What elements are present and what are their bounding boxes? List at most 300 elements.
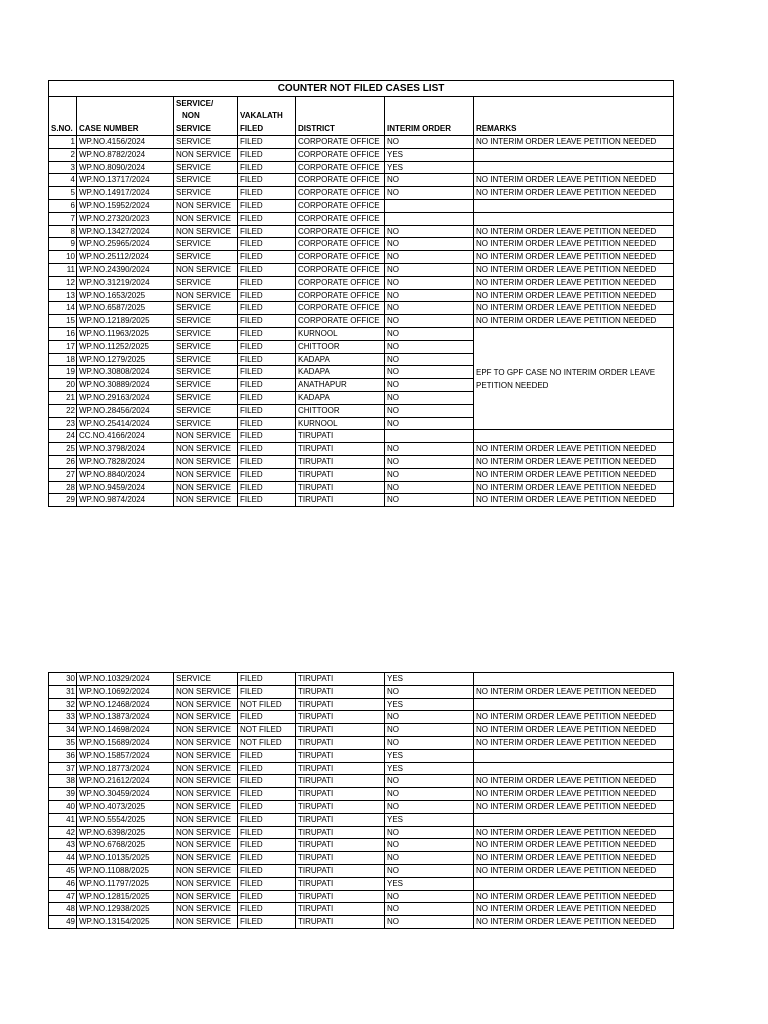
cell-case-number: WP.NO.3798/2024 xyxy=(77,443,174,456)
cell-remarks: NO INTERIM ORDER LEAVE PETITION NEEDED xyxy=(474,724,674,737)
cell-remarks: NO INTERIM ORDER LEAVE PETITION NEEDED xyxy=(474,481,674,494)
cell-district: TIRUPATI xyxy=(296,826,385,839)
cell-case-number: WP.NO.6587/2025 xyxy=(77,302,174,315)
cell-sno: 11 xyxy=(49,263,77,276)
header-vakalath-line1: VAKALATH xyxy=(240,111,283,120)
cell-case-number: WP.NO.25414/2024 xyxy=(77,417,174,430)
cell-remarks xyxy=(474,762,674,775)
cell-case-number: WP.NO.25965/2024 xyxy=(77,238,174,251)
cell-district: TIRUPATI xyxy=(296,852,385,865)
cell-district: KADAPA xyxy=(296,391,385,404)
cell-vakalath: FILED xyxy=(238,443,296,456)
cell-district: CORPORATE OFFICE xyxy=(296,263,385,276)
cell-district: TIRUPATI xyxy=(296,685,385,698)
cell-district: TIRUPATI xyxy=(296,711,385,724)
cell-case-number: WP.NO.12938/2025 xyxy=(77,903,174,916)
cell-interim-order: NO xyxy=(385,711,474,724)
table-row xyxy=(49,276,674,289)
table-row xyxy=(49,161,674,174)
cell-vakalath: FILED xyxy=(238,916,296,929)
cell-vakalath: FILED xyxy=(238,813,296,826)
cell-district: TIRUPATI xyxy=(296,788,385,801)
cell-interim-order: NO xyxy=(385,187,474,200)
cell-vakalath: FILED xyxy=(238,199,296,212)
cell-district: TIRUPATI xyxy=(296,890,385,903)
cell-district: CORPORATE OFFICE xyxy=(296,315,385,328)
cell-service: SERVICE xyxy=(174,366,238,379)
cell-vakalath: FILED xyxy=(238,379,296,392)
cell-district: TIRUPATI xyxy=(296,864,385,877)
cell-service: NON SERVICE xyxy=(174,263,238,276)
cases-table-page-1 xyxy=(48,80,674,507)
cell-remarks: NO INTERIM ORDER LEAVE PETITION NEEDED xyxy=(474,315,674,328)
cell-service: NON SERVICE xyxy=(174,877,238,890)
cell-vakalath: FILED xyxy=(238,238,296,251)
cell-interim-order: NO xyxy=(385,315,474,328)
table-title: COUNTER NOT FILED CASES LIST xyxy=(49,81,674,97)
cell-district: KURNOOL xyxy=(296,417,385,430)
cell-vakalath: FILED xyxy=(238,864,296,877)
cell-sno: 43 xyxy=(49,839,77,852)
table-row xyxy=(49,890,674,903)
cell-district: TIRUPATI xyxy=(296,736,385,749)
cell-district: CORPORATE OFFICE xyxy=(296,225,385,238)
cell-service: NON SERVICE xyxy=(174,494,238,507)
cell-sno: 35 xyxy=(49,736,77,749)
table-row xyxy=(49,430,674,443)
cell-remarks: NO INTERIM ORDER LEAVE PETITION NEEDED xyxy=(474,263,674,276)
cell-case-number: WP.NO.15952/2024 xyxy=(77,199,174,212)
cell-district: CORPORATE OFFICE xyxy=(296,251,385,264)
table-row xyxy=(49,225,674,238)
cell-service: NON SERVICE xyxy=(174,711,238,724)
cell-case-number: WP.NO.11088/2025 xyxy=(77,864,174,877)
table-row xyxy=(49,443,674,456)
cases-table-page-2 xyxy=(48,672,674,929)
cell-service: SERVICE xyxy=(174,238,238,251)
cell-sno: 7 xyxy=(49,212,77,225)
cell-interim-order: NO xyxy=(385,916,474,929)
cell-vakalath: FILED xyxy=(238,852,296,865)
cell-interim-order: NO xyxy=(385,826,474,839)
cell-interim-order: NO xyxy=(385,238,474,251)
cell-sno: 18 xyxy=(49,353,77,366)
cell-vakalath: FILED xyxy=(238,749,296,762)
cell-vakalath: FILED xyxy=(238,890,296,903)
cell-interim-order: NO xyxy=(385,890,474,903)
cell-interim-order xyxy=(385,212,474,225)
cell-service: SERVICE xyxy=(174,391,238,404)
cell-case-number: WP.NO.8840/2024 xyxy=(77,468,174,481)
cell-sno: 44 xyxy=(49,852,77,865)
cell-service: SERVICE xyxy=(174,417,238,430)
table-row xyxy=(49,136,674,149)
cell-district: TIRUPATI xyxy=(296,877,385,890)
cell-case-number: WP.NO.13873/2024 xyxy=(77,711,174,724)
cell-sno: 25 xyxy=(49,443,77,456)
cell-remarks xyxy=(474,430,674,443)
cell-district: KADAPA xyxy=(296,353,385,366)
cell-vakalath: FILED xyxy=(238,417,296,430)
cell-district: TIRUPATI xyxy=(296,494,385,507)
table-row xyxy=(49,852,674,865)
cell-vakalath: FILED xyxy=(238,187,296,200)
table-row xyxy=(49,864,674,877)
cell-remarks xyxy=(474,212,674,225)
cell-sno: 9 xyxy=(49,238,77,251)
cell-case-number: WP.NO.8090/2024 xyxy=(77,161,174,174)
header-vakalath-line2: FILED xyxy=(240,123,264,133)
cell-sno: 16 xyxy=(49,327,77,340)
cell-district: TIRUPATI xyxy=(296,903,385,916)
cell-district: TIRUPATI xyxy=(296,800,385,813)
table-row xyxy=(49,199,674,212)
cell-remarks: NO INTERIM ORDER LEAVE PETITION NEEDED xyxy=(474,839,674,852)
cell-case-number: WP.NO.13154/2025 xyxy=(77,916,174,929)
cell-sno: 26 xyxy=(49,455,77,468)
cell-service: NON SERVICE xyxy=(174,698,238,711)
cell-service: NON SERVICE xyxy=(174,685,238,698)
table-row xyxy=(49,238,674,251)
cell-vakalath: FILED xyxy=(238,903,296,916)
cell-vakalath: FILED xyxy=(238,148,296,161)
cell-sno: 23 xyxy=(49,417,77,430)
cell-sno: 27 xyxy=(49,468,77,481)
cell-case-number: WP.NO.6768/2025 xyxy=(77,839,174,852)
cell-district: CORPORATE OFFICE xyxy=(296,136,385,149)
cell-service: NON SERVICE xyxy=(174,903,238,916)
cell-service: NON SERVICE xyxy=(174,813,238,826)
cell-remarks: NO INTERIM ORDER LEAVE PETITION NEEDED xyxy=(474,852,674,865)
cell-service: NON SERVICE xyxy=(174,443,238,456)
cell-vakalath: FILED xyxy=(238,839,296,852)
cell-case-number: WP.NO.4156/2024 xyxy=(77,136,174,149)
cell-interim-order: YES xyxy=(385,813,474,826)
cell-vakalath: FILED xyxy=(238,327,296,340)
cell-interim-order: NO xyxy=(385,404,474,417)
cell-remarks xyxy=(474,749,674,762)
cell-remarks: NO INTERIM ORDER LEAVE PETITION NEEDED xyxy=(474,800,674,813)
cell-vakalath: FILED xyxy=(238,775,296,788)
cell-sno: 40 xyxy=(49,800,77,813)
cell-sno: 39 xyxy=(49,788,77,801)
cell-service: SERVICE xyxy=(174,404,238,417)
cell-interim-order: YES xyxy=(385,877,474,890)
cell-remarks: NO INTERIM ORDER LEAVE PETITION NEEDED xyxy=(474,864,674,877)
cell-sno: 47 xyxy=(49,890,77,903)
table-row xyxy=(49,327,674,340)
cell-remarks: NO INTERIM ORDER LEAVE PETITION NEEDED xyxy=(474,251,674,264)
cell-case-number: WP.NO.21612/2024 xyxy=(77,775,174,788)
cell-interim-order: NO xyxy=(385,839,474,852)
cell-interim-order: YES xyxy=(385,161,474,174)
cell-service: SERVICE xyxy=(174,276,238,289)
cell-interim-order: NO xyxy=(385,788,474,801)
table-row xyxy=(49,174,674,187)
cell-remarks: NO INTERIM ORDER LEAVE PETITION NEEDED xyxy=(474,136,674,149)
header-service-line2: NON xyxy=(182,111,200,120)
cell-district: CORPORATE OFFICE xyxy=(296,276,385,289)
cell-remarks: NO INTERIM ORDER LEAVE PETITION NEEDED xyxy=(474,238,674,251)
table-body-page-2 xyxy=(49,673,674,929)
table-row xyxy=(49,698,674,711)
table-row xyxy=(49,736,674,749)
cell-vakalath: FILED xyxy=(238,340,296,353)
cell-service: NON SERVICE xyxy=(174,826,238,839)
cell-vakalath: FILED xyxy=(238,877,296,890)
table-row xyxy=(49,481,674,494)
cell-case-number: WP.NO.5554/2025 xyxy=(77,813,174,826)
table-body-page-1 xyxy=(49,136,674,507)
cell-case-number: WP.NO.12815/2025 xyxy=(77,890,174,903)
cell-sno: 34 xyxy=(49,724,77,737)
cell-sno: 1 xyxy=(49,136,77,149)
cell-vakalath: FILED xyxy=(238,800,296,813)
cell-district: CORPORATE OFFICE xyxy=(296,212,385,225)
cell-sno: 28 xyxy=(49,481,77,494)
cell-interim-order: NO xyxy=(385,724,474,737)
cell-remarks xyxy=(474,673,674,686)
cell-sno: 19 xyxy=(49,366,77,379)
table-row xyxy=(49,724,674,737)
cell-service: NON SERVICE xyxy=(174,430,238,443)
cell-interim-order: NO xyxy=(385,263,474,276)
cell-case-number: WP.NO.30889/2024 xyxy=(77,379,174,392)
cell-vakalath: FILED xyxy=(238,276,296,289)
cell-sno: 22 xyxy=(49,404,77,417)
cell-vakalath: FILED xyxy=(238,826,296,839)
cell-case-number: WP.NO.13717/2024 xyxy=(77,174,174,187)
cell-case-number: WP.NO.18773/2024 xyxy=(77,762,174,775)
cell-interim-order: YES xyxy=(385,148,474,161)
cell-vakalath: FILED xyxy=(238,251,296,264)
cell-sno: 31 xyxy=(49,685,77,698)
cell-service: NON SERVICE xyxy=(174,736,238,749)
cell-interim-order: NO xyxy=(385,417,474,430)
cell-interim-order: NO xyxy=(385,327,474,340)
cell-case-number: WP.NO.24390/2024 xyxy=(77,263,174,276)
cell-remarks: NO INTERIM ORDER LEAVE PETITION NEEDED xyxy=(474,903,674,916)
cell-sno: 46 xyxy=(49,877,77,890)
cell-district: TIRUPATI xyxy=(296,839,385,852)
cell-service: SERVICE xyxy=(174,315,238,328)
cell-remarks: NO INTERIM ORDER LEAVE PETITION NEEDED xyxy=(474,826,674,839)
cell-service: NON SERVICE xyxy=(174,468,238,481)
cell-vakalath: NOT FILED xyxy=(238,724,296,737)
cell-interim-order: NO xyxy=(385,366,474,379)
cell-case-number: WP.NO.4073/2025 xyxy=(77,800,174,813)
cell-interim-order: NO xyxy=(385,852,474,865)
cell-remarks: NO INTERIM ORDER LEAVE PETITION NEEDED xyxy=(474,685,674,698)
cell-remarks: NO INTERIM ORDER LEAVE PETITION NEEDED xyxy=(474,494,674,507)
cell-district: CORPORATE OFFICE xyxy=(296,199,385,212)
cell-interim-order: YES xyxy=(385,762,474,775)
table-row xyxy=(49,685,674,698)
cell-district: CORPORATE OFFICE xyxy=(296,174,385,187)
cell-service: NON SERVICE xyxy=(174,212,238,225)
cell-interim-order: NO xyxy=(385,225,474,238)
cell-interim-order xyxy=(385,199,474,212)
table-row xyxy=(49,711,674,724)
table-row xyxy=(49,494,674,507)
header-service-line1: SERVICE/ xyxy=(176,98,214,108)
cell-interim-order: YES xyxy=(385,749,474,762)
cell-interim-order: NO xyxy=(385,468,474,481)
cell-interim-order: NO xyxy=(385,174,474,187)
cell-case-number: WP.NO.30459/2024 xyxy=(77,788,174,801)
cell-vakalath: FILED xyxy=(238,212,296,225)
cell-vakalath: FILED xyxy=(238,161,296,174)
cell-vakalath: FILED xyxy=(238,302,296,315)
table-row xyxy=(49,826,674,839)
cell-vakalath: NOT FILED xyxy=(238,736,296,749)
cell-vakalath: FILED xyxy=(238,430,296,443)
table-row xyxy=(49,302,674,315)
cell-sno: 29 xyxy=(49,494,77,507)
cell-service: NON SERVICE xyxy=(174,839,238,852)
cell-sno: 13 xyxy=(49,289,77,302)
cell-remarks xyxy=(474,199,674,212)
table-row xyxy=(49,749,674,762)
header-sno: S.NO. xyxy=(49,97,77,136)
cell-district: TIRUPATI xyxy=(296,481,385,494)
table-row xyxy=(49,468,674,481)
cell-remarks: NO INTERIM ORDER LEAVE PETITION NEEDED xyxy=(474,711,674,724)
cell-interim-order: NO xyxy=(385,800,474,813)
cell-sno: 49 xyxy=(49,916,77,929)
cell-vakalath: FILED xyxy=(238,263,296,276)
cell-interim-order: NO xyxy=(385,903,474,916)
cell-remarks: NO INTERIM ORDER LEAVE PETITION NEEDED xyxy=(474,289,674,302)
cell-sno: 3 xyxy=(49,161,77,174)
cell-vakalath: FILED xyxy=(238,673,296,686)
cell-district: TIRUPATI xyxy=(296,698,385,711)
cell-sno: 32 xyxy=(49,698,77,711)
header-vakalath xyxy=(238,97,296,136)
header-service xyxy=(174,97,238,136)
cell-case-number: WP.NO.10329/2024 xyxy=(77,673,174,686)
cell-vakalath: FILED xyxy=(238,225,296,238)
cell-district: TIRUPATI xyxy=(296,455,385,468)
cell-district: CORPORATE OFFICE xyxy=(296,238,385,251)
cell-vakalath: FILED xyxy=(238,174,296,187)
header-district: DISTRICT xyxy=(296,97,385,136)
cell-sno: 36 xyxy=(49,749,77,762)
cell-case-number: WP.NO.9459/2024 xyxy=(77,481,174,494)
cell-vakalath: FILED xyxy=(238,455,296,468)
cell-service: SERVICE xyxy=(174,302,238,315)
cell-interim-order: NO xyxy=(385,443,474,456)
table-row xyxy=(49,289,674,302)
table-row xyxy=(49,251,674,264)
cell-interim-order: NO xyxy=(385,289,474,302)
cell-service: NON SERVICE xyxy=(174,749,238,762)
cell-case-number: WP.NO.11252/2025 xyxy=(77,340,174,353)
cell-vakalath: FILED xyxy=(238,788,296,801)
cell-sno: 48 xyxy=(49,903,77,916)
cell-service: SERVICE xyxy=(174,379,238,392)
cell-remarks: NO INTERIM ORDER LEAVE PETITION NEEDED xyxy=(474,890,674,903)
cell-sno: 38 xyxy=(49,775,77,788)
cell-interim-order: NO xyxy=(385,340,474,353)
cell-sno: 42 xyxy=(49,826,77,839)
cell-service: NON SERVICE xyxy=(174,225,238,238)
cell-interim-order: NO xyxy=(385,353,474,366)
cell-vakalath: FILED xyxy=(238,404,296,417)
cell-interim-order: NO xyxy=(385,455,474,468)
cell-case-number: WP.NO.15857/2024 xyxy=(77,749,174,762)
table-row xyxy=(49,877,674,890)
cell-case-number: WP.NO.7828/2024 xyxy=(77,455,174,468)
cell-district: TIRUPATI xyxy=(296,430,385,443)
cell-vakalath: FILED xyxy=(238,136,296,149)
cell-interim-order: NO xyxy=(385,685,474,698)
cell-service: SERVICE xyxy=(174,340,238,353)
cell-service: NON SERVICE xyxy=(174,788,238,801)
cell-case-number: WP.NO.6398/2025 xyxy=(77,826,174,839)
table-row xyxy=(49,148,674,161)
table-row xyxy=(49,455,674,468)
cell-service: NON SERVICE xyxy=(174,852,238,865)
cell-service: NON SERVICE xyxy=(174,864,238,877)
cell-case-number: WP.NO.13427/2024 xyxy=(77,225,174,238)
table-row xyxy=(49,788,674,801)
cell-service: NON SERVICE xyxy=(174,481,238,494)
cell-service: NON SERVICE xyxy=(174,800,238,813)
cell-sno: 20 xyxy=(49,379,77,392)
cell-vakalath: FILED xyxy=(238,762,296,775)
cell-district: CORPORATE OFFICE xyxy=(296,187,385,200)
cell-sno: 4 xyxy=(49,174,77,187)
table-row xyxy=(49,212,674,225)
table-row xyxy=(49,916,674,929)
cell-sno: 5 xyxy=(49,187,77,200)
cell-service: SERVICE xyxy=(174,161,238,174)
cell-sno: 45 xyxy=(49,864,77,877)
cell-case-number: WP.NO.31219/2024 xyxy=(77,276,174,289)
table-row xyxy=(49,762,674,775)
table-row xyxy=(49,800,674,813)
cell-interim-order: NO xyxy=(385,736,474,749)
cell-district: CHITTOOR xyxy=(296,404,385,417)
cell-sno: 21 xyxy=(49,391,77,404)
cell-case-number: WP.NO.28456/2024 xyxy=(77,404,174,417)
cell-district: TIRUPATI xyxy=(296,673,385,686)
header-case-number: CASE NUMBER xyxy=(77,97,174,136)
cell-district: CORPORATE OFFICE xyxy=(296,148,385,161)
cell-district: KURNOOL xyxy=(296,327,385,340)
cell-sno: 14 xyxy=(49,302,77,315)
cell-service: NON SERVICE xyxy=(174,455,238,468)
cell-interim-order xyxy=(385,430,474,443)
cell-case-number: WP.NO.12468/2024 xyxy=(77,698,174,711)
cell-remarks: NO INTERIM ORDER LEAVE PETITION NEEDED xyxy=(474,174,674,187)
cell-interim-order: YES xyxy=(385,698,474,711)
cell-interim-order: NO xyxy=(385,251,474,264)
cell-case-number: CC.NO.4166/2024 xyxy=(77,430,174,443)
cell-interim-order: NO xyxy=(385,494,474,507)
cell-interim-order: NO xyxy=(385,276,474,289)
cell-remarks: NO INTERIM ORDER LEAVE PETITION NEEDED xyxy=(474,302,674,315)
cell-service: NON SERVICE xyxy=(174,724,238,737)
table-row xyxy=(49,673,674,686)
cell-case-number: WP.NO.29163/2024 xyxy=(77,391,174,404)
cell-case-number: WP.NO.1653/2025 xyxy=(77,289,174,302)
cell-service: SERVICE xyxy=(174,673,238,686)
cell-sno: 37 xyxy=(49,762,77,775)
cell-vakalath: FILED xyxy=(238,685,296,698)
cell-district: TIRUPATI xyxy=(296,749,385,762)
